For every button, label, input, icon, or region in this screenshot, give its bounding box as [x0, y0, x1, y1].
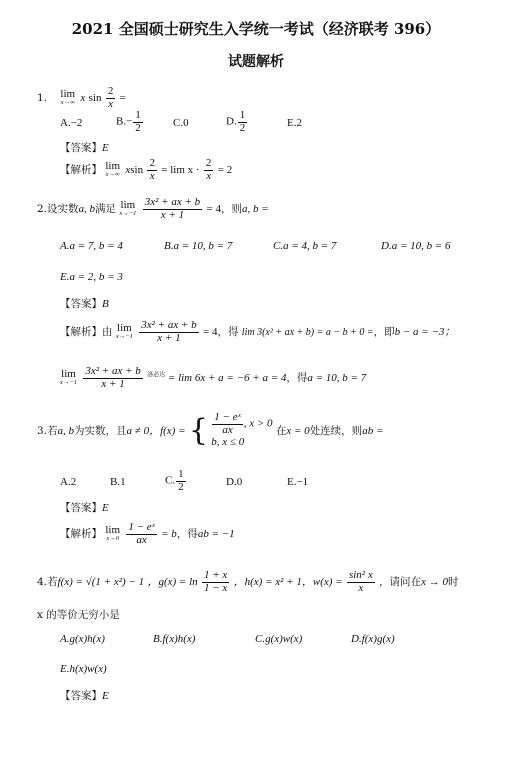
q4-option-e: E.h(x)w(x) [60, 663, 107, 675]
q3-option-d: D.0 [226, 476, 243, 488]
q1-var: x [80, 92, 86, 105]
q4-option-c: C.g(x)w(x) [255, 633, 303, 645]
q4-option-d: D.f(x)g(x) [351, 633, 395, 645]
q1-limit: lim x→∞ [60, 88, 76, 107]
q1-option-b: B.− $\frac{1}{2}$ [116, 109, 141, 134]
exam-title: 2021 全国硕士研究生入学统一考试（经济联考 396） [71, 20, 441, 38]
q2-option-d: D.a = 10, b = 6 [381, 240, 451, 252]
q2-solution-line1: 【解析】由 lim x→−1 $\frac{\text{3x² + ax + b}}{x + 1}$ = 4，得 lim 3(x² + ax + b) = a − b + 0 =，即b − a = −3； [60, 319, 456, 344]
q2-option-a: A.a = 7, b = 4 [60, 240, 123, 252]
q3-solution: 【解析】 lim x→0 $\frac{\text{1 − eˣ}}{ax}$ = b，得ab = −1 [60, 521, 235, 546]
q2-answer: 【答案】B [60, 298, 109, 310]
q2-stem: 2.设实数a, b满足 lim x→−1 $\frac{\text{3x² + ax + b}}{x + 1}$ = 4，则a, b = [37, 196, 269, 221]
q4-option-a: A.g(x)h(x) [60, 633, 105, 645]
q2-option-b: B.a = 10, b = 7 [164, 240, 233, 252]
q4-stem-line2: x 的等价无穷小是 [37, 609, 120, 621]
q1-number: 1. [37, 92, 48, 105]
q2-option-e: E.a = 2, b = 3 [60, 271, 123, 283]
q1-option-e: E.2 [287, 117, 302, 129]
q1-option-a: A.−2 [60, 117, 83, 129]
exam-subtitle: 试题解析 [228, 54, 284, 70]
q1-equals: = [119, 92, 126, 105]
q1-sin: sin [88, 92, 102, 105]
q3-option-e: E.−1 [287, 476, 309, 488]
q1-option-d: D. $\frac{1}{2}$ [226, 109, 246, 134]
q4-stem: 4.若f(x) = √(1 + x²) − 1 ，g(x) = ln $\frac{1 + x}{1 - x}$ ，h(x) = x² + 1，w(x) = $\frac{\text{sin² x}}{x}$ ，请问在x → 0时 [37, 569, 459, 594]
q3-option-b: B.1 [110, 476, 126, 488]
q2-solution-line2: lim x→−1 $\frac{\text{3x² + ax + b}}{x + 1}$ $^{洛必达}$ = lim 6x + a = −6 + a = 4，得a = 10, b = 7 [60, 365, 367, 390]
q1-stem [37, 86, 126, 110]
q1-solution: 【解析】 lim x→∞ xsin $\frac{2}{x}$ = lim x · $\frac{2}{x}$ = 2 [60, 157, 233, 182]
q4-option-b: B.f(x)h(x) [153, 633, 196, 645]
q2-option-c: C.a = 4, b = 7 [273, 240, 337, 252]
q3-option-c: C. $\frac{1}{2}$ [165, 468, 184, 493]
q1-option-c: C.0 [173, 117, 189, 129]
q3-option-a: A.2 [60, 476, 77, 488]
q1-fraction: $\frac{2}{x}$ [107, 85, 114, 110]
q3-answer: 【答案】E [60, 502, 109, 514]
q3-stem: 3.若a, b为实数，且a ≠ 0，f(x) = { $\frac{\text{1 − eˣ}}{ax}$ , x > 0 b, x ≤ 0 在x = 0处连续，则ab = [37, 411, 384, 449]
q4-answer: 【答案】E [60, 690, 109, 702]
q1-answer: 【答案】E [60, 142, 109, 154]
